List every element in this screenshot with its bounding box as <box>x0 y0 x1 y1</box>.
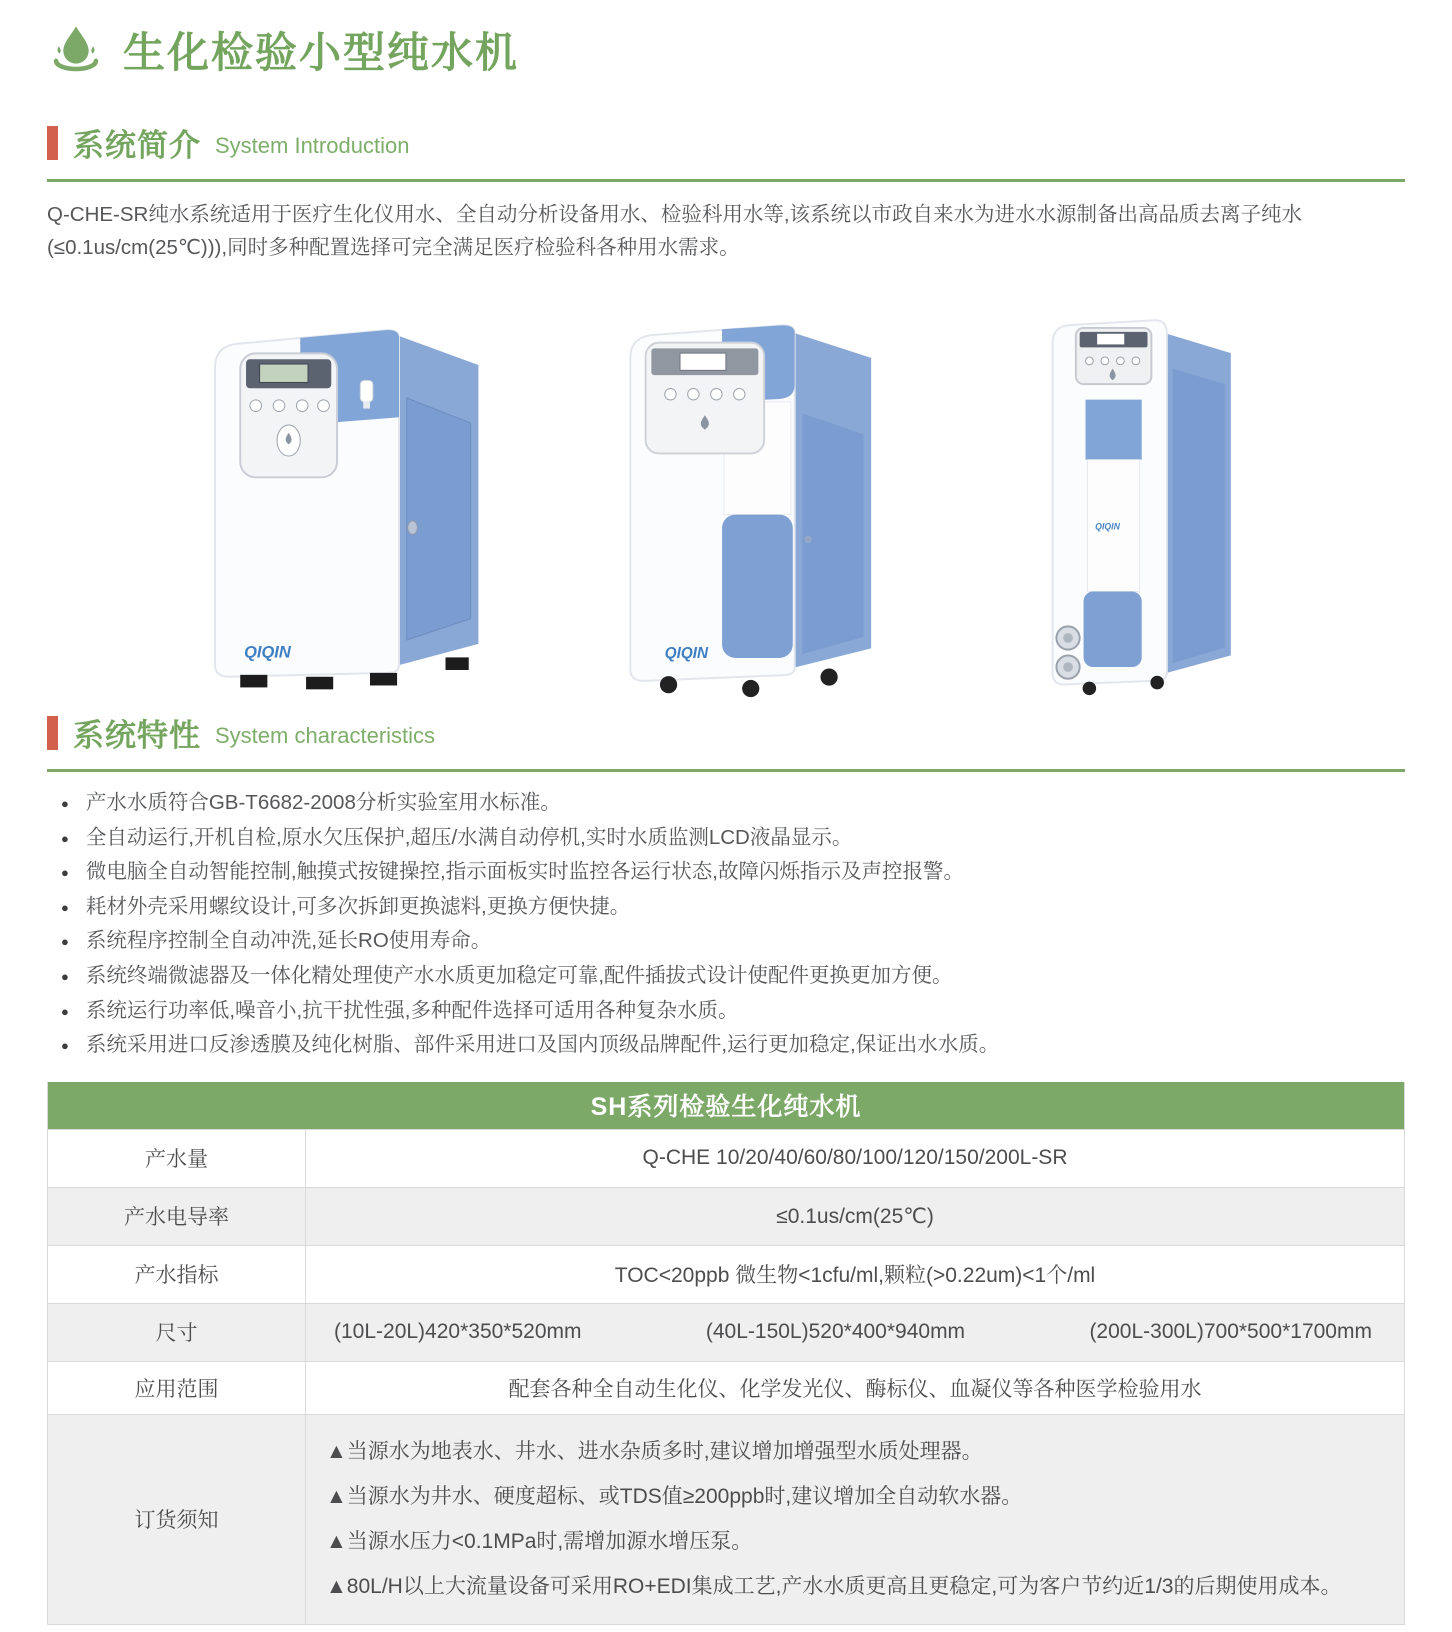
row-value: ≤0.1us/cm(25℃) <box>776 1204 934 1228</box>
feature-item <box>61 1034 1405 1056</box>
row-label: 产水量 <box>48 1130 306 1187</box>
product-photo-floorstanding <box>569 270 921 700</box>
features-list <box>47 792 1405 1055</box>
product-photo-tower <box>967 264 1297 700</box>
section-title-zh: 系统特性 <box>73 718 201 754</box>
row-label: 应用范围 <box>48 1362 306 1414</box>
row-value-dimensions <box>306 1304 1404 1361</box>
product-photo-row <box>47 268 1405 700</box>
lcd-display <box>680 354 726 371</box>
dimension-large: (200L-300L)700*500*1700mm <box>1089 1320 1372 1344</box>
bullet-icon: ● <box>61 968 69 984</box>
water-drop-icon <box>47 21 105 79</box>
feature-item <box>61 792 1405 814</box>
bullet-icon: ● <box>61 899 69 915</box>
row-label: 产水电导率 <box>48 1188 306 1245</box>
bullet-icon: ● <box>61 830 69 846</box>
feature-item <box>61 896 1405 918</box>
feature-item <box>61 1000 1405 1022</box>
row-label: 订货须知 <box>48 1415 306 1624</box>
control-panel <box>1076 328 1152 384</box>
row-value: 配套各种全自动生化仪、化学发光仪、酶标仪、血凝仪等各种医学检验用水 <box>508 1377 1202 1401</box>
filter-door <box>722 515 793 658</box>
table-row <box>48 1303 1404 1361</box>
feature-text: 系统终端微滤器及一体化精处理使产水水质更加稳定可靠,配件插拔式设计使配件更换更加方便。 <box>85 963 953 987</box>
section-marker-bar <box>47 126 58 160</box>
row-value: Q-CHE 10/20/40/60/80/100/120/150/200L-SR <box>642 1146 1068 1170</box>
feature-item <box>61 861 1405 883</box>
control-panel <box>646 343 764 454</box>
row-label: 尺寸 <box>48 1304 306 1361</box>
brand-logo: QIQIN <box>664 645 708 663</box>
section-marker-bar <box>47 716 58 750</box>
door-lock-icon <box>408 521 418 535</box>
page-header <box>47 14 1405 86</box>
feature-text: 系统程序控制全自动冲洗,延长RO使用寿命。 <box>85 929 492 953</box>
feature-item <box>61 930 1405 952</box>
brand-logo: QIQIN <box>1095 521 1120 532</box>
row-value: TOC<20ppb 微生物<1cfu/ml,颗粒(>0.22um)<1个/ml <box>614 1264 1096 1288</box>
section-divider <box>47 179 1405 182</box>
table-row <box>48 1414 1404 1624</box>
order-note: ▲当源水为井水、硬度超标、或TDS值≥200ppb时,建议增加全自动软水器。 <box>326 1484 1023 1508</box>
feature-item <box>61 965 1405 987</box>
door-lock-icon <box>804 536 812 544</box>
table-row <box>48 1187 1404 1245</box>
spec-table-title: SH系列检验生化纯水机 <box>48 1082 1404 1129</box>
brand-logo: QIQIN <box>244 643 291 662</box>
bullet-icon: ● <box>61 865 69 881</box>
order-note: ▲当源水为地表水、井水、进水杂质多时,建议增加增强型水质处理器。 <box>326 1439 983 1463</box>
dimension-small: (10L-20L)420*350*520mm <box>334 1320 582 1344</box>
table-row <box>48 1245 1404 1303</box>
feature-text: 产水水质符合GB-T6682-2008分析实验室用水标准。 <box>85 791 561 815</box>
section-title-en: System Introduction <box>215 132 410 158</box>
page-title: 生化检验小型纯水机 <box>123 29 520 76</box>
feature-text: 微电脑全自动智能控制,触摸式按键操控,指示面板实时监控各运行状态,故障闪烁指示及声控报警。 <box>85 860 964 884</box>
spec-table <box>47 1082 1405 1625</box>
feature-item <box>61 827 1405 849</box>
section-title-en: System characteristics <box>215 722 436 748</box>
intro-paragraph: Q-CHE-SR纯水系统适用于医疗生化仪用水、全自动分析设备用水、检验科用水等,该系统以市政自来水为进水水源制备出高品质去离子纯水(≤0.1us/cm(25℃))),同时多种配置选择可完全满足医疗检验科各种用水需求。 <box>47 203 1303 260</box>
table-row <box>48 1129 1404 1187</box>
row-label: 产水指标 <box>48 1246 306 1303</box>
control-panel <box>240 354 337 478</box>
order-note: ▲80L/H以上大流量设备可采用RO+EDI集成工艺,产水水质更高且更稳定,可为客户节约近1/3的后期使用成本。 <box>326 1575 1342 1599</box>
feature-text: 系统采用进口反渗透膜及纯化树脂、部件采用进口及国内顶级品牌配件,运行更加稳定,保证出水水质。 <box>85 1033 1000 1057</box>
lcd-display <box>1097 334 1124 345</box>
bullet-icon: ● <box>61 796 69 812</box>
order-note: ▲当源水压力<0.1MPa时,需增加源水增压泵。 <box>326 1530 753 1554</box>
dimension-medium: (40L-150L)520*400*940mm <box>705 1320 966 1344</box>
lcd-display <box>260 364 308 382</box>
bullet-icon: ● <box>61 934 69 950</box>
feature-text: 系统运行功率低,噪音小,抗干扰性强,多种配件选择可适用各种复杂水质。 <box>85 998 739 1022</box>
feature-text: 全自动运行,开机自检,原水欠压保护,超压/水满自动停机,实时水质监测LCD液晶显示。 <box>85 825 853 849</box>
feature-text: 耗材外壳采用螺纹设计,可多次拆卸更换滤料,更换方便快捷。 <box>85 894 631 918</box>
section-heading-intro <box>47 120 1405 165</box>
section-divider <box>47 769 1405 772</box>
bullet-icon: ● <box>61 1038 69 1054</box>
bullet-icon: ● <box>61 1003 69 1019</box>
table-row <box>48 1361 1404 1414</box>
row-value-notes <box>306 1415 1404 1624</box>
section-heading-features <box>47 710 1405 755</box>
product-photo-benchtop <box>155 274 523 700</box>
section-title-zh: 系统简介 <box>73 128 201 163</box>
